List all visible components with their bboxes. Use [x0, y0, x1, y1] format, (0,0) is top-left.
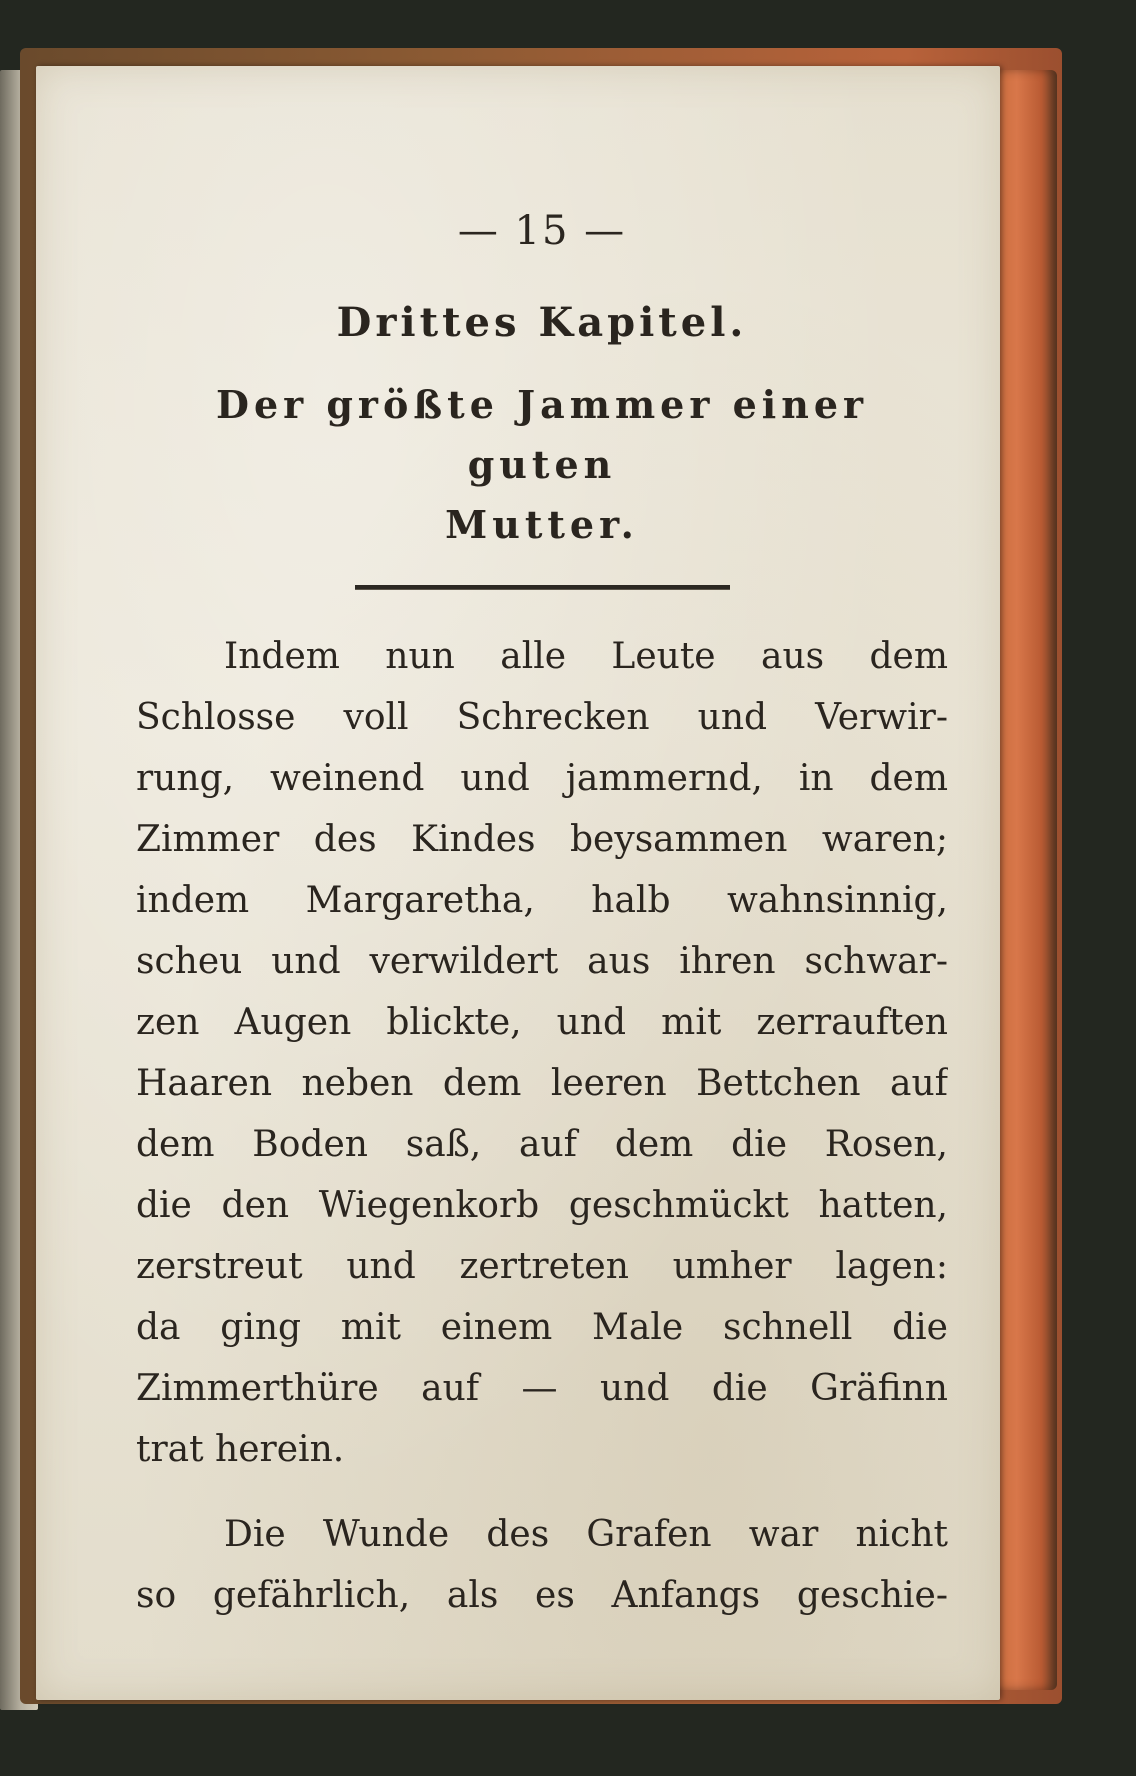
- text-line: Schlosse voll Schrecken und Verwir-: [136, 697, 948, 738]
- text-line: dem Boden saß, auf dem die Rosen,: [136, 1124, 948, 1165]
- text-line: trat herein.: [136, 1429, 345, 1470]
- text-line: die den Wiegenkorb geschmückt hatten,: [136, 1185, 948, 1226]
- chapter-number: Drittes Kapitel.: [336, 299, 748, 346]
- paragraph: [136, 626, 948, 1480]
- text-line: Zimmerthüre auf — und die Gräfinn: [136, 1368, 948, 1409]
- chapter-title-line: Mutter.: [445, 502, 639, 547]
- body-text: [136, 626, 948, 1626]
- text-line: Indem nun alle Leute aus dem: [224, 636, 948, 677]
- text-line: rung, weinend und jammernd, in dem: [136, 758, 948, 799]
- text-line: zen Augen blickte, und mit zerrauften: [136, 1002, 948, 1043]
- text-line: da ging mit einem Male schnell die: [136, 1307, 948, 1348]
- chapter-title-line: Der größte Jammer einer guten: [215, 382, 869, 487]
- text-line: Haaren neben dem leeren Bettchen auf: [136, 1063, 948, 1104]
- text-line: zerstreut und zertreten umher lagen:: [136, 1246, 948, 1287]
- paragraph-gap: [136, 1480, 948, 1504]
- text-line: Zimmer des Kindes beysammen waren;: [136, 819, 948, 860]
- text-line: so gefährlich, als es Anfangs geschie-: [136, 1575, 948, 1616]
- page-content: [136, 201, 948, 1626]
- text-line: scheu und verwildert aus ihren schwar-: [136, 941, 948, 982]
- text-line: indem Margaretha, halb wahnsinnig,: [136, 880, 948, 921]
- text-line: Die Wunde des Grafen war nicht: [224, 1514, 948, 1555]
- paragraph: [136, 1504, 948, 1626]
- chapter-title: [136, 375, 948, 555]
- page-number: — 15 —: [457, 208, 627, 254]
- chapter-divider-rule: [355, 585, 730, 590]
- book-page: [36, 66, 1000, 1700]
- cover-edge: [995, 70, 1057, 1690]
